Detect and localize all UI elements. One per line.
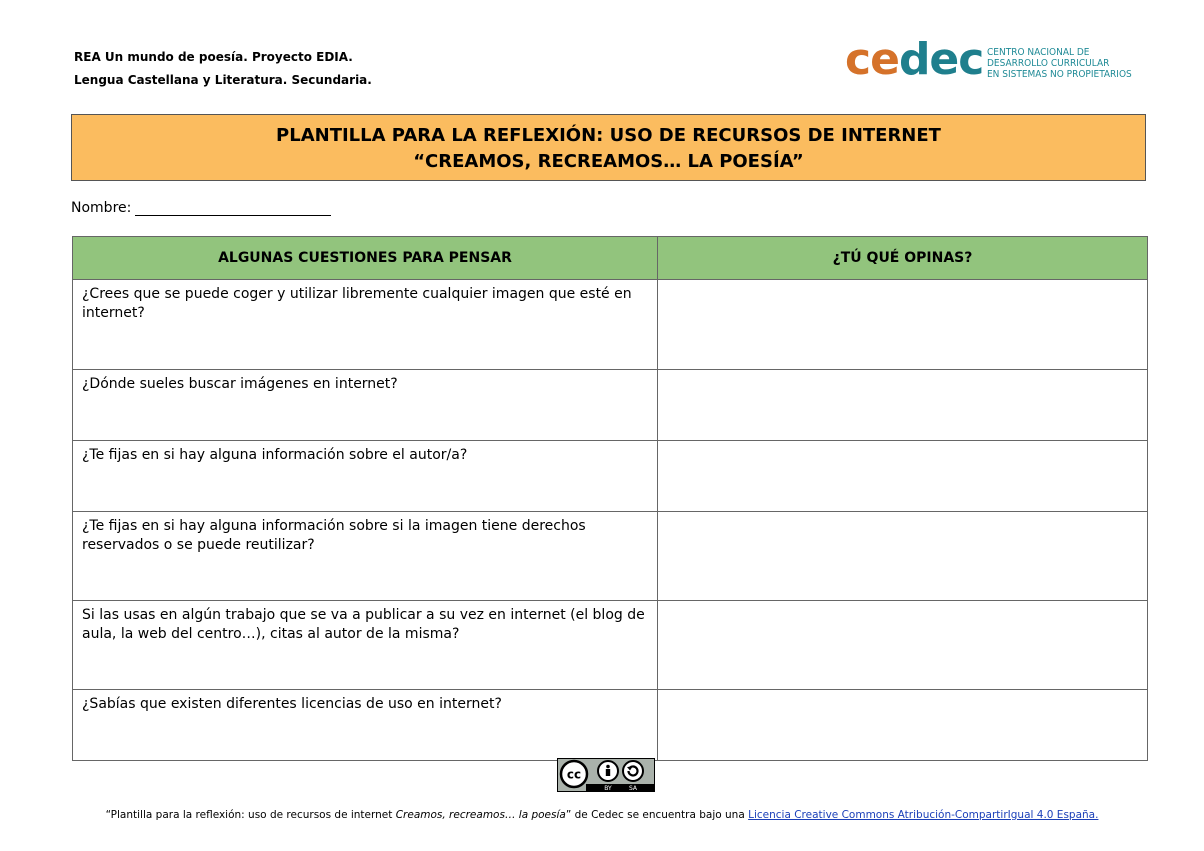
question-cell: ¿Crees que se puede coger y utilizar libremente cualquier imagen que esté en internet? (73, 280, 658, 370)
table-header-row (73, 237, 1148, 280)
cedec-logo (845, 34, 1145, 85)
question-cell: Si las usas en algún trabajo que se va a publicar a su vez en internet (el blog de aula, la web del centro…), citas al autor de la misma? (73, 601, 658, 690)
name-blank-line[interactable] (135, 201, 331, 216)
name-field (71, 200, 331, 216)
table-row (73, 280, 1148, 370)
name-label: Nombre: (71, 200, 132, 216)
svg-text:BY: BY (604, 785, 612, 792)
question-cell: ¿Sabías que existen diferentes licencias de uso en internet? (73, 690, 658, 761)
svg-text:SA: SA (628, 785, 638, 792)
table-row (73, 441, 1148, 512)
answer-cell[interactable] (658, 441, 1148, 512)
header-subject-line: Lengua Castellana y Literatura. Secundaria. (74, 73, 372, 87)
svg-text:cc: cc (566, 767, 582, 782)
license-footer: “Plantilla para la reflexión: uso de recursos de internet Creamos, recreamos… la poesía” de Cedec se encuentra bajo una Licencia Creative Commons Atribución-CompartirIgual 4.0 España. (105, 809, 1099, 821)
license-link[interactable]: Licencia Creative Commons Atribución-CompartirIgual 4.0 España. (748, 809, 1099, 821)
table-row (73, 601, 1148, 690)
logo-wordmark: cedec (845, 34, 984, 85)
col-header-questions: ALGUNAS CUESTIONES PARA PENSAR (73, 237, 658, 280)
answer-cell[interactable] (658, 601, 1148, 690)
answer-cell[interactable] (658, 280, 1148, 370)
title-line-2: “CREAMOS, RECREAMOS… LA POESÍA” (413, 151, 804, 172)
answer-cell[interactable] (658, 512, 1148, 601)
questions-table (72, 236, 1148, 761)
question-cell: ¿Te fijas en si hay alguna información sobre el autor/a? (73, 441, 658, 512)
creative-commons-by-sa-icon[interactable] (557, 758, 655, 792)
logo-subtitle: CENTRO NACIONAL DE DESARROLLO CURRICULAR EN SISTEMAS NO PROPIETARIOS (987, 47, 1132, 80)
document-title (71, 114, 1146, 181)
table-row (73, 690, 1148, 761)
table-row (73, 370, 1148, 441)
answer-cell[interactable] (658, 690, 1148, 761)
question-cell: ¿Dónde sueles buscar imágenes en internet? (73, 370, 658, 441)
table-row (73, 512, 1148, 601)
col-header-opinion: ¿TÚ QUÉ OPINAS? (658, 237, 1148, 280)
title-line-1: PLANTILLA PARA LA REFLEXIÓN: USO DE RECURSOS DE INTERNET (276, 125, 941, 146)
header-project-line: REA Un mundo de poesía. Proyecto EDIA. (74, 50, 353, 64)
question-cell: ¿Te fijas en si hay alguna información sobre si la imagen tiene derechos reservados o se puede reutilizar? (73, 512, 658, 601)
answer-cell[interactable] (658, 370, 1148, 441)
